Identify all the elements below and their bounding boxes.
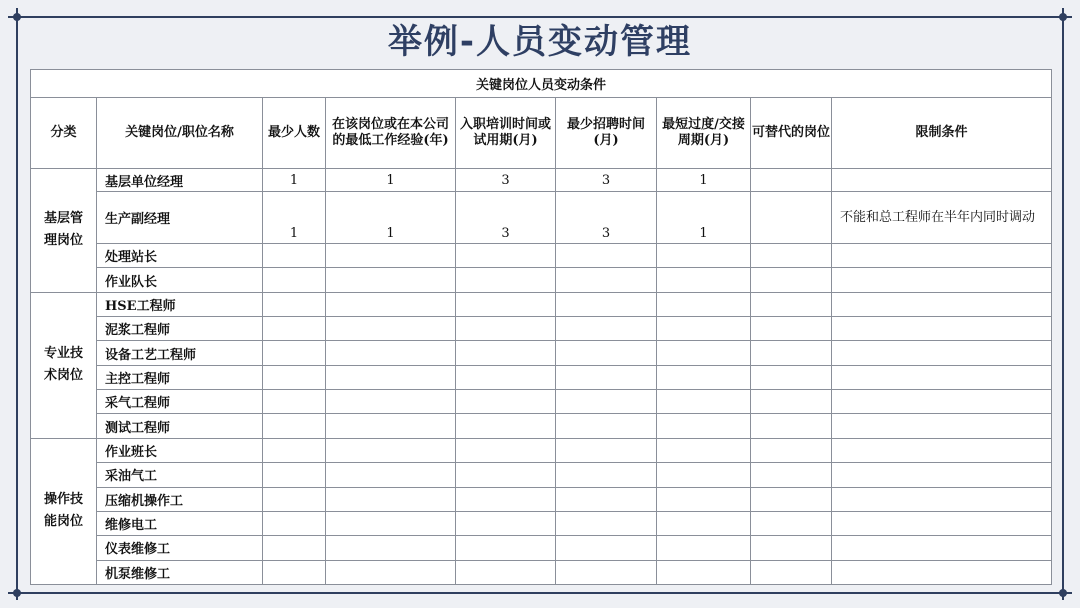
restriction-cell [832, 365, 1052, 389]
table-row [31, 341, 1052, 365]
recruit-cell [556, 390, 657, 414]
handover-cell [657, 536, 751, 560]
position-name-cell: 仪表维修工 [97, 536, 263, 560]
alternative-cell [751, 390, 832, 414]
min-people-cell [263, 268, 326, 292]
position-name-cell: 压缩机操作工 [97, 487, 263, 511]
handover-cell [657, 292, 751, 316]
frame-bottom-line [8, 592, 1072, 594]
position-name-cell: 基层单位经理 [97, 169, 263, 192]
header-alternative-position: 可替代的岗位 [751, 98, 832, 169]
recruit-cell: 3 [556, 192, 657, 244]
handover-cell [657, 463, 751, 487]
frame-corner-dot [1059, 589, 1067, 597]
category-cell: 专业技术岗位 [31, 292, 97, 438]
alternative-cell [751, 268, 832, 292]
header-category: 分类 [31, 98, 97, 169]
min-people-cell [263, 390, 326, 414]
training-cell [456, 292, 556, 316]
min-experience-cell: 1 [326, 192, 456, 244]
recruit-cell: 3 [556, 169, 657, 192]
training-cell: 3 [456, 192, 556, 244]
min-experience-cell [326, 390, 456, 414]
position-name-cell: 采气工程师 [97, 390, 263, 414]
min-experience-cell [326, 365, 456, 389]
min-people-cell [263, 341, 326, 365]
position-name-cell: 维修电工 [97, 511, 263, 535]
min-people-cell [263, 365, 326, 389]
restriction-cell: 不能和总工程师在半年内同时调动 [832, 192, 1052, 244]
restriction-cell [832, 169, 1052, 192]
position-name-cell: HSE工程师 [97, 292, 263, 316]
min-experience-cell [326, 268, 456, 292]
table-row [31, 268, 1052, 292]
training-cell [456, 317, 556, 341]
restriction-cell [832, 560, 1052, 584]
restriction-cell [832, 268, 1052, 292]
restriction-cell [832, 317, 1052, 341]
handover-cell: 1 [657, 169, 751, 192]
table-row [31, 365, 1052, 389]
min-experience-cell [326, 438, 456, 462]
recruit-cell [556, 487, 657, 511]
table-row [31, 192, 1052, 244]
category-cell: 操作技能岗位 [31, 438, 97, 584]
restriction-cell [832, 487, 1052, 511]
header-handover-period: 最短过度/交接周期(月) [657, 98, 751, 169]
min-people-cell: 1 [263, 169, 326, 192]
header-restriction: 限制条件 [832, 98, 1052, 169]
min-people-cell [263, 292, 326, 316]
table-row [31, 292, 1052, 316]
training-cell [456, 341, 556, 365]
recruit-cell [556, 317, 657, 341]
position-name-cell: 处理站长 [97, 244, 263, 268]
position-name-cell: 设备工艺工程师 [97, 341, 263, 365]
recruit-cell [556, 365, 657, 389]
min-people-cell: 1 [263, 192, 326, 244]
min-experience-cell [326, 292, 456, 316]
training-cell [456, 511, 556, 535]
training-cell [456, 438, 556, 462]
position-name-cell: 作业班长 [97, 438, 263, 462]
recruit-cell [556, 536, 657, 560]
table-row [31, 438, 1052, 462]
alternative-cell [751, 365, 832, 389]
alternative-cell [751, 414, 832, 438]
handover-cell [657, 341, 751, 365]
handover-cell [657, 414, 751, 438]
header-min-experience: 在该岗位或在本公司的最低工作经验(年) [326, 98, 456, 169]
table-row [31, 560, 1052, 584]
min-experience-cell [326, 414, 456, 438]
personnel-change-table [30, 69, 1052, 585]
recruit-cell [556, 511, 657, 535]
recruit-cell [556, 438, 657, 462]
restriction-cell [832, 511, 1052, 535]
restriction-cell [832, 536, 1052, 560]
alternative-cell [751, 341, 832, 365]
restriction-cell [832, 244, 1052, 268]
training-cell [456, 414, 556, 438]
min-people-cell [263, 438, 326, 462]
position-name-cell: 测试工程师 [97, 414, 263, 438]
recruit-cell [556, 292, 657, 316]
restriction-cell [832, 390, 1052, 414]
restriction-cell [832, 341, 1052, 365]
handover-cell: 1 [657, 192, 751, 244]
header-recruit-time: 最少招聘时间(月) [556, 98, 657, 169]
alternative-cell [751, 292, 832, 316]
alternative-cell [751, 244, 832, 268]
handover-cell [657, 438, 751, 462]
alternative-cell [751, 536, 832, 560]
training-cell [456, 268, 556, 292]
min-people-cell [263, 487, 326, 511]
min-experience-cell [326, 244, 456, 268]
min-experience-cell [326, 341, 456, 365]
alternative-cell [751, 317, 832, 341]
category-cell: 基层管理岗位 [31, 169, 97, 293]
min-experience-cell [326, 463, 456, 487]
frame-top-line [8, 16, 1072, 18]
recruit-cell [556, 560, 657, 584]
min-experience-cell: 1 [326, 169, 456, 192]
min-experience-cell [326, 487, 456, 511]
training-cell [456, 560, 556, 584]
table-row [31, 390, 1052, 414]
recruit-cell [556, 414, 657, 438]
table-row [31, 169, 1052, 192]
header-position-name: 关键岗位/职位名称 [97, 98, 263, 169]
recruit-cell [556, 268, 657, 292]
training-cell: 3 [456, 169, 556, 192]
table-row [31, 511, 1052, 535]
training-cell [456, 487, 556, 511]
restriction-cell [832, 414, 1052, 438]
alternative-cell [751, 487, 832, 511]
position-name-cell: 泥浆工程师 [97, 317, 263, 341]
frame-corner-dot [13, 589, 21, 597]
alternative-cell [751, 560, 832, 584]
restriction-cell [832, 292, 1052, 316]
header-training-period: 入职培训时间或试用期(月) [456, 98, 556, 169]
handover-cell [657, 244, 751, 268]
position-name-cell: 生产副经理 [97, 192, 263, 244]
min-people-cell [263, 414, 326, 438]
handover-cell [657, 268, 751, 292]
handover-cell [657, 487, 751, 511]
alternative-cell [751, 169, 832, 192]
table-row [31, 487, 1052, 511]
training-cell [456, 365, 556, 389]
table-row [31, 244, 1052, 268]
min-experience-cell [326, 536, 456, 560]
min-people-cell [263, 560, 326, 584]
table-row [31, 463, 1052, 487]
table-caption: 关键岗位人员变动条件 [31, 70, 1052, 98]
recruit-cell [556, 463, 657, 487]
handover-cell [657, 390, 751, 414]
handover-cell [657, 511, 751, 535]
training-cell [456, 463, 556, 487]
min-people-cell [263, 244, 326, 268]
alternative-cell [751, 463, 832, 487]
handover-cell [657, 365, 751, 389]
frame-left-line [16, 8, 18, 600]
position-name-cell: 主控工程师 [97, 365, 263, 389]
table-row [31, 414, 1052, 438]
min-experience-cell [326, 560, 456, 584]
handover-cell [657, 317, 751, 341]
min-people-cell [263, 511, 326, 535]
min-people-cell [263, 536, 326, 560]
min-experience-cell [326, 511, 456, 535]
training-cell [456, 536, 556, 560]
min-people-cell [263, 317, 326, 341]
training-cell [456, 390, 556, 414]
alternative-cell [751, 438, 832, 462]
position-name-cell: 采油气工 [97, 463, 263, 487]
restriction-cell [832, 438, 1052, 462]
table-row [31, 317, 1052, 341]
table-row [31, 536, 1052, 560]
alternative-cell [751, 192, 832, 244]
position-name-cell: 机泵维修工 [97, 560, 263, 584]
restriction-cell [832, 463, 1052, 487]
header-min-people: 最少人数 [263, 98, 326, 169]
training-cell [456, 244, 556, 268]
recruit-cell [556, 341, 657, 365]
min-people-cell [263, 463, 326, 487]
min-experience-cell [326, 317, 456, 341]
handover-cell [657, 560, 751, 584]
page-title: 举例-人员变动管理 [387, 22, 693, 62]
position-name-cell: 作业队长 [97, 268, 263, 292]
recruit-cell [556, 244, 657, 268]
alternative-cell [751, 511, 832, 535]
frame-right-line [1062, 8, 1064, 600]
